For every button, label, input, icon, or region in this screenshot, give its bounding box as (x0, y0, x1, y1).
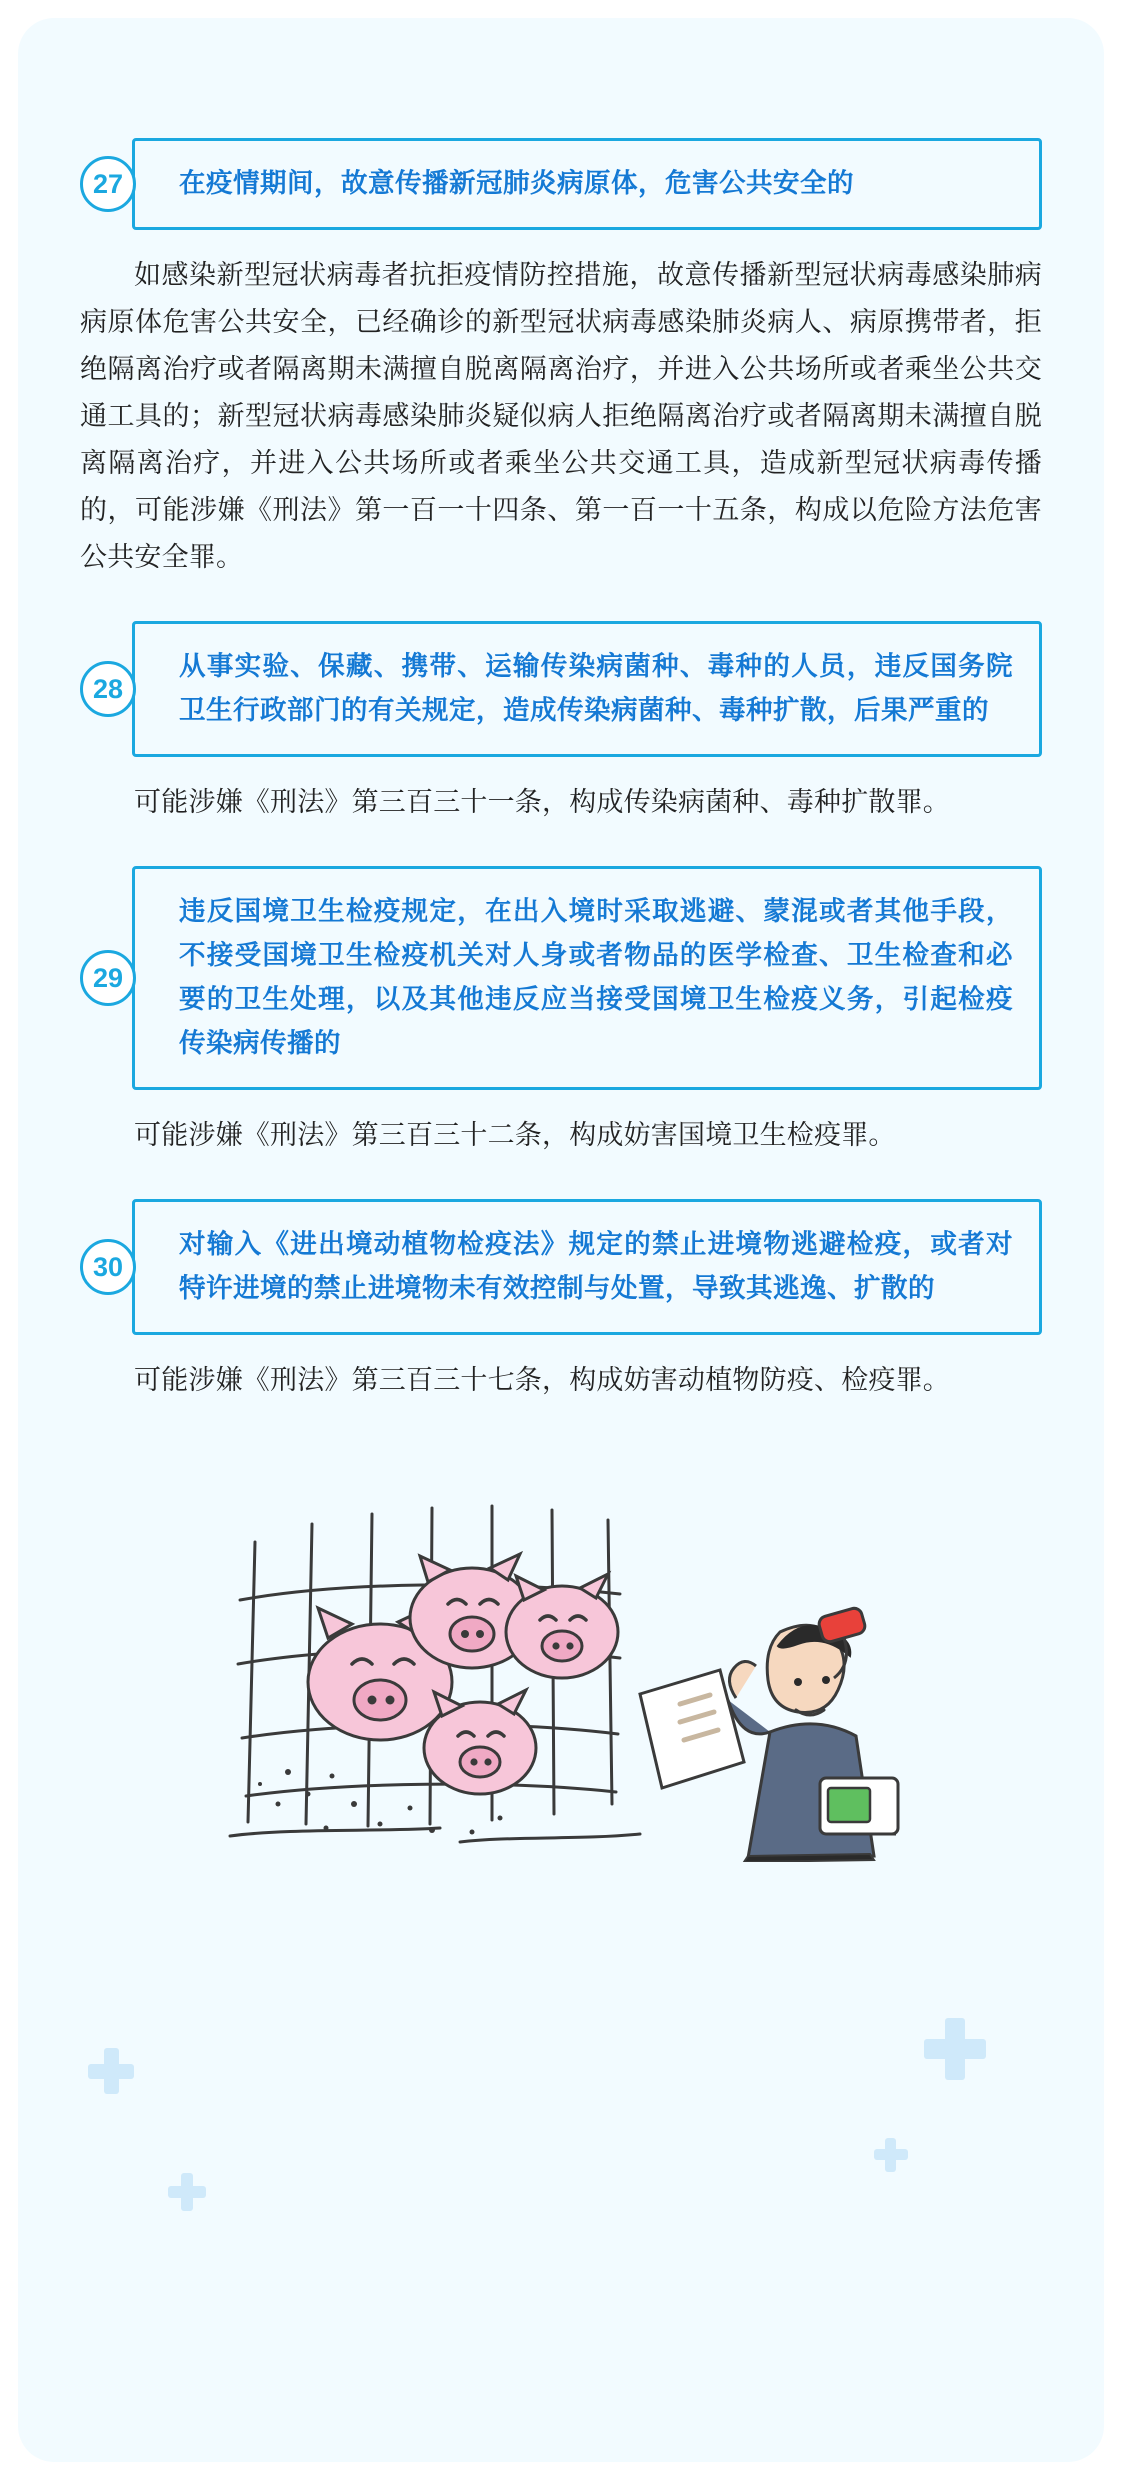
clause-body-30: 可能涉嫌《刑法》第三百三十七条，构成妨害动植物防疫、检疫罪。 (134, 1365, 950, 1395)
clause-heading-box (132, 621, 1042, 757)
document-content (18, 18, 1104, 1862)
clause-item-29 (80, 866, 1042, 1090)
clause-heading-box (132, 1199, 1042, 1335)
pig-right (506, 1574, 618, 1678)
clause-heading-box (132, 866, 1042, 1090)
decorative-cross-left-upper (88, 2048, 134, 2094)
clause-heading-text: 在疫情期间，故意传播新冠肺炎病原体，危害公共安全的 (179, 168, 854, 198)
decorative-cross-right-upper (924, 2018, 986, 2080)
clause-heading-box (132, 138, 1042, 230)
decorative-cross-right-lower (874, 2138, 908, 2172)
clause-number-badge: 30 (80, 1239, 136, 1295)
clause-item-30 (80, 1199, 1042, 1335)
clause-heading-text: 从事实验、保藏、携带、运输传染病菌种、毒种的人员，违反国务院卫生行政部门的有关规定，造成传染病菌种、毒种扩散，后果严重的 (179, 651, 1013, 725)
clause-body-29: 可能涉嫌《刑法》第三百三十二条，构成妨害国境卫生检疫罪。 (134, 1120, 896, 1150)
clause-item-28 (80, 621, 1042, 757)
warning-sign (640, 1670, 744, 1788)
decorative-cross-left-lower (168, 2173, 206, 2211)
clause-number-badge: 28 (80, 661, 136, 717)
pigs-quarantine-svg (80, 1432, 1040, 1862)
illustration-pigs-quarantine (80, 1432, 1042, 1862)
pig-bottom (424, 1690, 536, 1794)
clause-body-28: 可能涉嫌《刑法》第三百三十一条，构成传染病菌种、毒种扩散罪。 (134, 787, 950, 817)
content-card (18, 18, 1104, 2462)
clause-body-27: 如感染新型冠状病毒者抗拒疫情防控措施，故意传播新型冠状病毒感染肺病病原体危害公共安全，已经确诊的新型冠状病毒感染肺炎病人、病原携带者，拒绝隔离治疗或者隔离期未满擅自脱离隔离治疗，并进入公共场所或者乘坐公共交通工具的；新型冠状病毒感染肺炎疑似病人拒绝隔离治疗或者隔离期未满擅自脱离隔离治疗，并进入公共场所或者乘坐公共交通工具，造成新型冠状病毒传播的，可能涉嫌《刑法》第一百一十四条、第一百一十五条，构成以危险方法危害公共安全罪。 (80, 260, 1042, 572)
clause-heading-text: 对输入《进出境动植物检疫法》规定的禁止进境物逃避检疫，或者对特许进境的禁止进境物未有效控制与处置，导致其逃逸、扩散的 (179, 1229, 1013, 1303)
clause-item-27 (80, 138, 1042, 230)
inspector-person (728, 1606, 898, 1862)
clause-heading-text: 违反国境卫生检疫规定，在出入境时采取逃避、蒙混或者其他手段，不接受国境卫生检疫机关对人身或者物品的医学检查、卫生检查和必要的卫生处理，以及其他违反应当接受国境卫生检疫义务，引起检疫传染病传播的 (179, 896, 1013, 1058)
clause-number-badge: 27 (80, 156, 136, 212)
clause-number-badge: 29 (80, 950, 136, 1006)
